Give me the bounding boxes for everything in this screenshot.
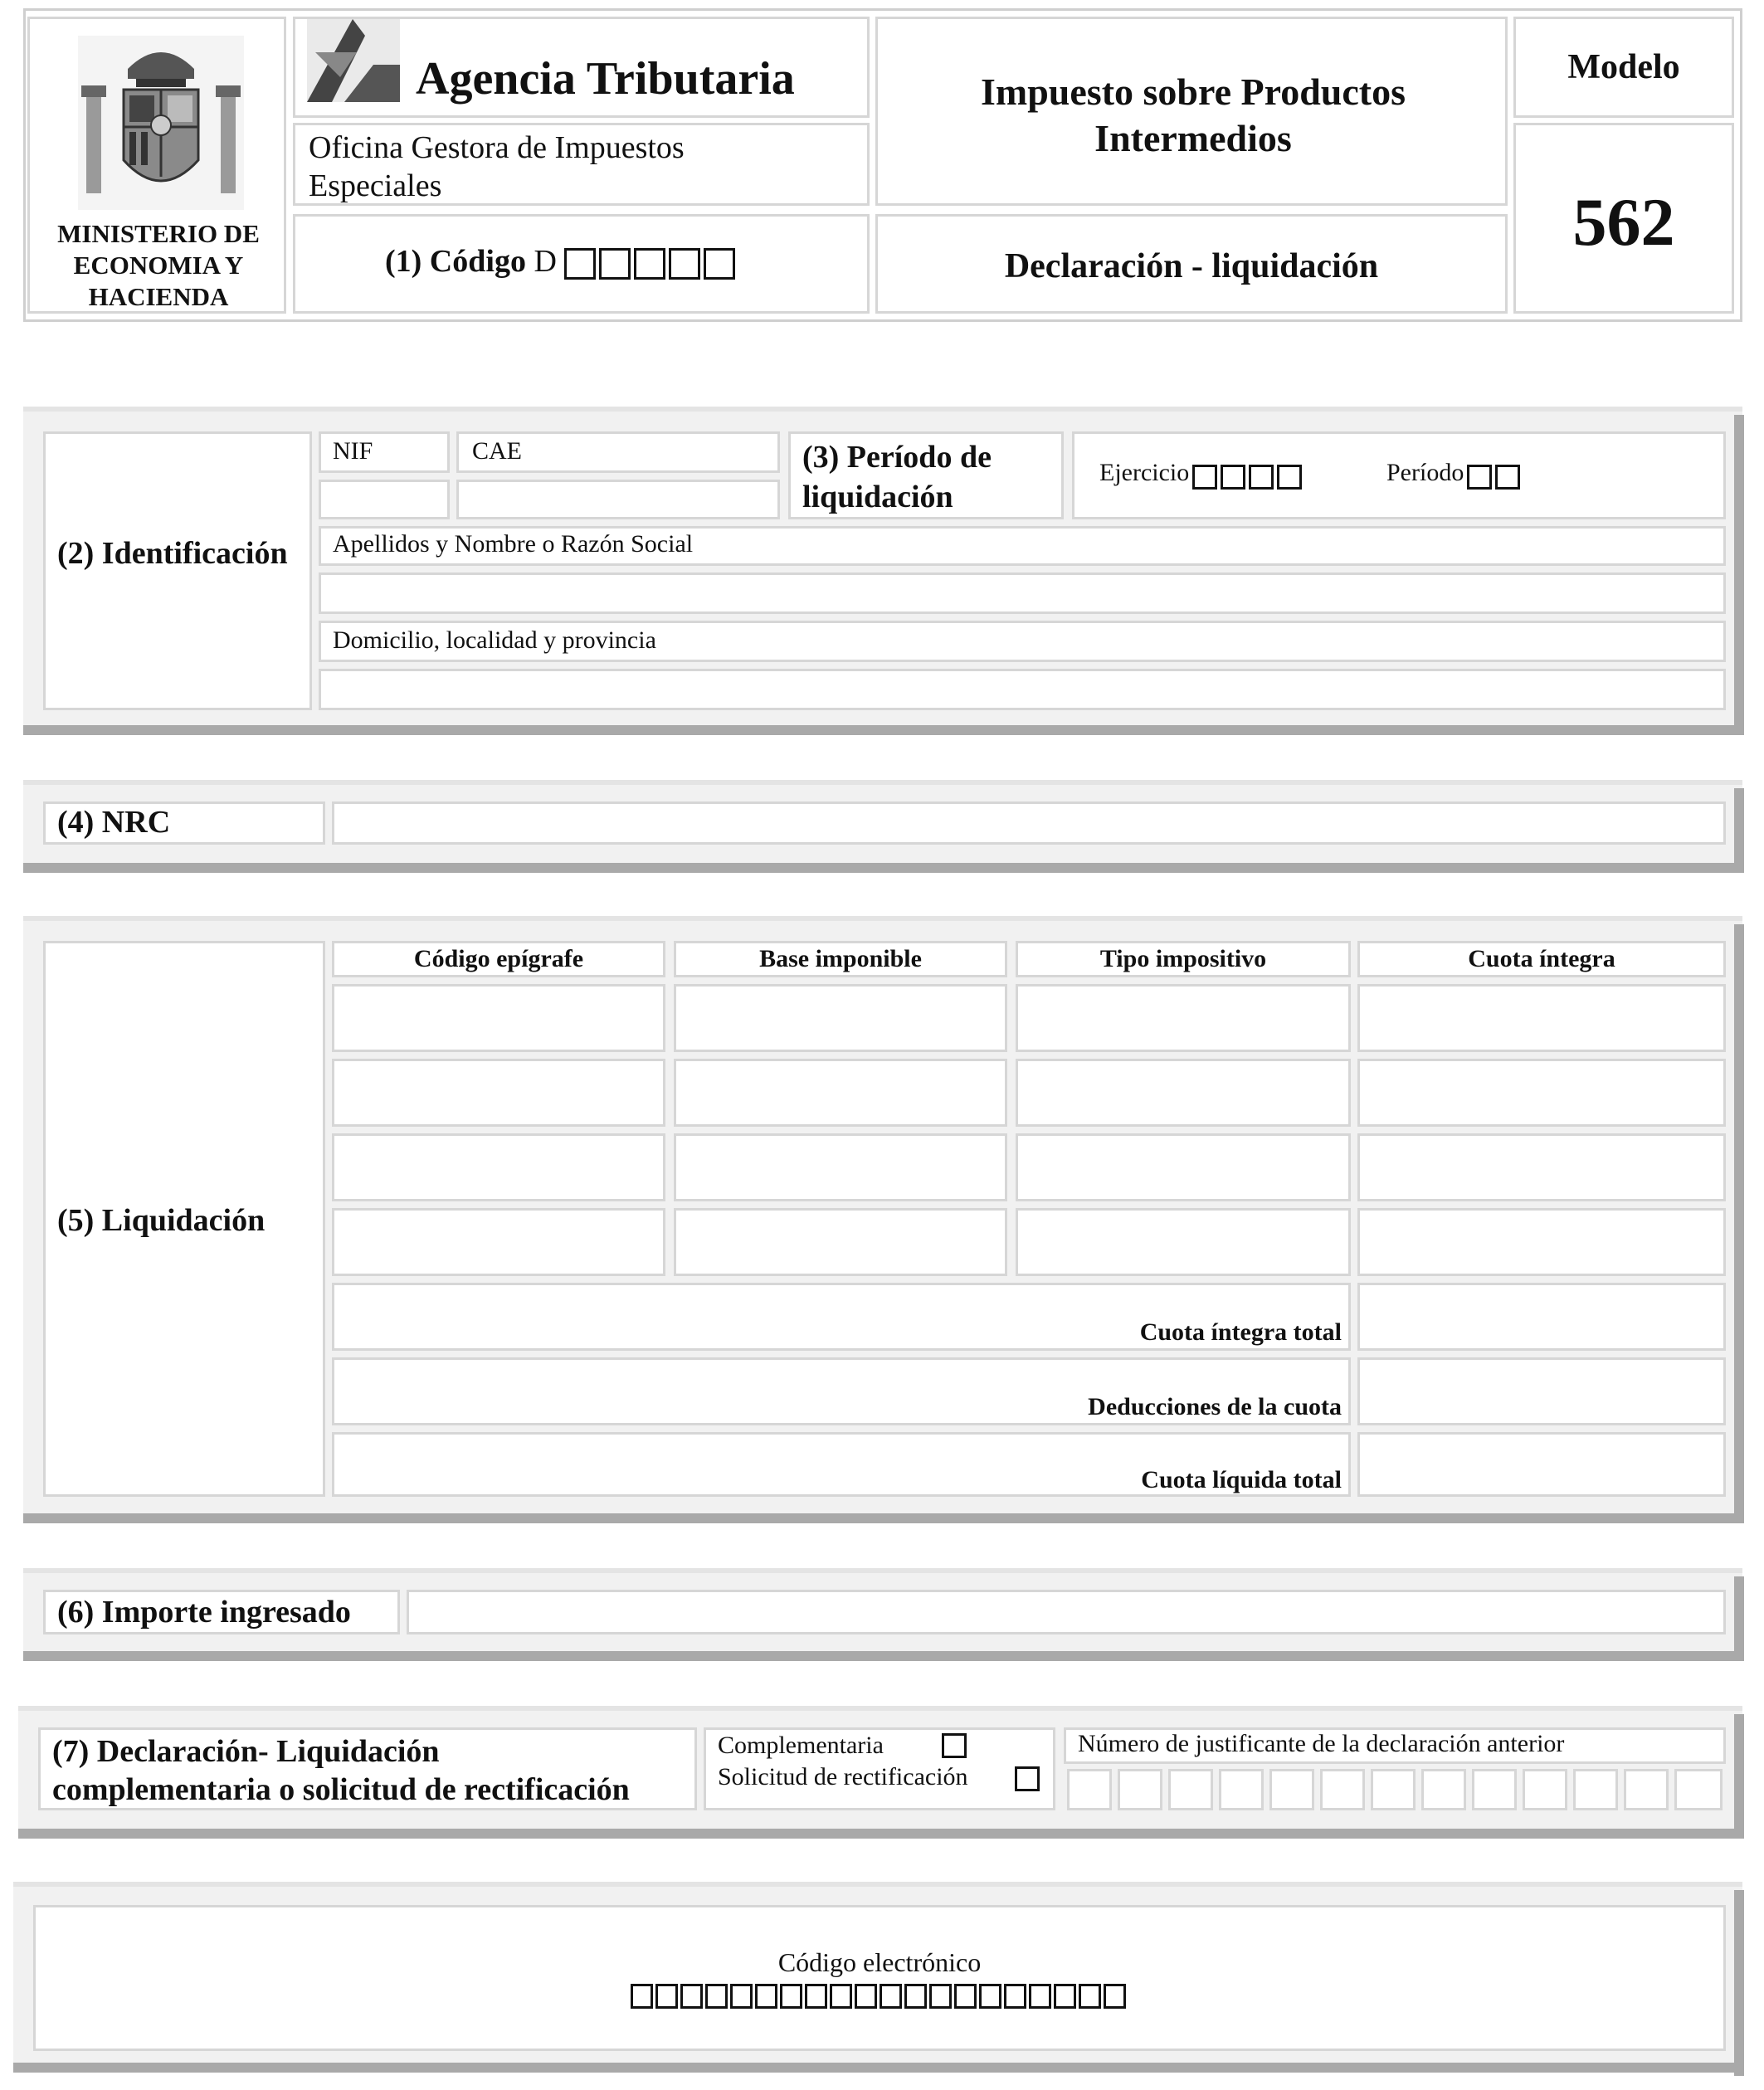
nrc-title: (4) NRC	[57, 805, 171, 840]
complementaria-title-cell	[38, 1727, 697, 1810]
agency-name: Agencia Tributaria	[416, 53, 795, 105]
col-header-base: Base imponible	[759, 945, 922, 972]
table-cell-input[interactable]	[674, 1208, 1007, 1276]
table-cell-input[interactable]	[674, 984, 1007, 1052]
office-cell	[293, 123, 870, 206]
liquidacion-title-cell	[43, 941, 325, 1497]
tax-title-cell	[875, 17, 1508, 206]
table-cell-input[interactable]	[1357, 984, 1726, 1052]
liquidacion-title: (5) Liquidación	[57, 1203, 266, 1238]
electronic-box[interactable]	[1029, 1984, 1051, 2009]
col-header-cell	[1016, 941, 1351, 977]
name-field[interactable]	[319, 572, 1726, 614]
justificante-digit-box[interactable]	[1320, 1769, 1365, 1810]
complementaria-title-line1: (7) Declaración- Liquidación	[52, 1734, 440, 1769]
electronic-box[interactable]	[1104, 1984, 1126, 2009]
ejercicio-box[interactable]	[1277, 465, 1302, 490]
electronic-box[interactable]	[954, 1984, 977, 2009]
electronic-box[interactable]	[680, 1984, 703, 2009]
electronic-box[interactable]	[855, 1984, 877, 2009]
panel-shadow	[1734, 1576, 1744, 1659]
doc-type: Declaración - liquidación	[1004, 247, 1379, 285]
table-cell-input[interactable]	[1357, 1133, 1726, 1201]
panel-shadow	[1734, 788, 1744, 871]
electronic-box[interactable]	[979, 1984, 1001, 2009]
panel-shadow	[1734, 1890, 1744, 2076]
code-box[interactable]	[634, 248, 665, 280]
code-row	[385, 243, 738, 280]
model-label: Modelo	[1567, 48, 1680, 86]
options-cell	[704, 1727, 1055, 1810]
electronic-box[interactable]	[655, 1984, 678, 2009]
period-title: (3) Período de liquidación	[802, 440, 992, 514]
name-label-cell	[319, 526, 1726, 566]
electronic-box[interactable]	[631, 1984, 653, 2009]
justificante-digit-box[interactable]	[1067, 1769, 1112, 1810]
justificante-digit-box[interactable]	[1624, 1769, 1669, 1810]
col-header-cell	[332, 941, 665, 977]
option-rectificacion-checkbox[interactable]	[1015, 1766, 1040, 1791]
importe-title: (6) Importe ingresado	[57, 1595, 351, 1630]
deductions-label-cell	[332, 1357, 1351, 1425]
address-label-cell	[319, 621, 1726, 662]
total-gross-label-cell	[332, 1283, 1351, 1351]
complementaria-title-line2: complementaria o solicitud de rectificación	[52, 1772, 630, 1807]
table-cell-input[interactable]	[332, 1133, 665, 1201]
justificante-digit-box[interactable]	[1371, 1769, 1416, 1810]
table-cell-input[interactable]	[1357, 1059, 1726, 1127]
nif-field[interactable]	[319, 480, 450, 519]
electronic-box[interactable]	[1004, 1984, 1026, 2009]
identification-title-cell	[43, 431, 312, 710]
panel-shadow	[1734, 1714, 1744, 1837]
name-label: Apellidos y Nombre o Razón Social	[333, 530, 694, 558]
col-header-cuota: Cuota íntegra	[1468, 945, 1615, 972]
total-gross-field[interactable]	[1357, 1283, 1726, 1351]
table-cell-input[interactable]	[1357, 1208, 1726, 1276]
option-complementaria-checkbox[interactable]	[942, 1733, 967, 1758]
ministry-name: MINISTERIO DE ECONOMIA Y HACIENDA	[57, 219, 260, 311]
model-number-cell	[1513, 123, 1734, 314]
nrc-field[interactable]	[332, 801, 1726, 845]
panel-shadow	[18, 1829, 1744, 1839]
justificante-digit-box[interactable]	[1421, 1769, 1466, 1810]
table-cell-input[interactable]	[332, 984, 665, 1052]
ejercicio-row	[1099, 459, 1305, 490]
importe-field[interactable]	[407, 1590, 1726, 1634]
electronic-boxes[interactable]	[36, 1984, 1723, 2009]
code-box[interactable]	[599, 248, 631, 280]
period-fields-cell	[1072, 431, 1726, 519]
panel-shadow	[1734, 415, 1744, 735]
code-box[interactable]	[669, 248, 700, 280]
col-header-codigo: Código epígrafe	[413, 945, 584, 972]
model-number: 562	[1572, 184, 1675, 260]
electronic-box[interactable]	[730, 1984, 753, 2009]
col-header-cell	[674, 941, 1007, 977]
nif-label: NIF	[333, 437, 373, 465]
importe-title-cell	[43, 1590, 400, 1634]
option-complementaria-label: Complementaria	[718, 1732, 884, 1759]
electronic-box[interactable]	[830, 1984, 852, 2009]
justificante-label: Número de justificante de la declaración anterior	[1078, 1730, 1565, 1757]
table-cell-input[interactable]	[674, 1133, 1007, 1201]
model-label-cell	[1513, 17, 1734, 118]
table-cell-input[interactable]	[332, 1059, 665, 1127]
ministry-cell	[27, 17, 286, 314]
periodo-boxes[interactable]	[1467, 470, 1523, 484]
doc-type-cell	[875, 214, 1508, 314]
ejercicio-box[interactable]	[1192, 465, 1217, 490]
cae-field[interactable]	[456, 480, 780, 519]
cae-label-cell	[456, 431, 780, 473]
justificante-digit-box[interactable]	[1168, 1769, 1213, 1810]
code-boxes[interactable]	[564, 244, 738, 279]
panel-shadow	[23, 863, 1744, 873]
panel-shadow	[23, 725, 1744, 735]
total-net-field[interactable]	[1357, 1432, 1726, 1497]
code-box[interactable]	[704, 248, 735, 280]
col-header-cell	[1357, 941, 1726, 977]
tax-title: Impuesto sobre Productos Intermedios	[981, 71, 1406, 159]
option-rectificacion-label: Solicitud de rectificación	[718, 1763, 968, 1790]
agency-logo	[307, 19, 400, 102]
code-box[interactable]	[564, 248, 596, 280]
panel-shadow	[23, 1513, 1744, 1523]
code-cell	[293, 214, 870, 314]
electronic-box[interactable]	[904, 1984, 927, 2009]
periodo-box[interactable]	[1467, 465, 1492, 490]
electronic-box[interactable]	[805, 1984, 827, 2009]
address-field[interactable]	[319, 669, 1726, 710]
justificante-digit-box[interactable]	[1674, 1769, 1723, 1810]
cae-label: CAE	[472, 437, 522, 465]
table-cell-input[interactable]	[332, 1208, 665, 1276]
deductions-label: Deducciones de la cuota	[1088, 1393, 1342, 1420]
panel-shadow	[1734, 924, 1744, 1522]
electronic-box[interactable]	[1079, 1984, 1101, 2009]
justificante-digits[interactable]	[1064, 1769, 1726, 1810]
code-label: (1) Código	[385, 244, 526, 279]
nif-label-cell	[319, 431, 450, 473]
ejercicio-box[interactable]	[1221, 465, 1245, 490]
total-net-label: Cuota líquida total	[1141, 1466, 1342, 1493]
justificante-digit-box[interactable]	[1118, 1769, 1162, 1810]
electronic-label: Código electrónico	[777, 1947, 982, 1977]
justificante-digit-box[interactable]	[1523, 1769, 1567, 1810]
ejercicio-label: Ejercicio	[1099, 459, 1190, 486]
periodo-box[interactable]	[1495, 465, 1520, 490]
table-cell-input[interactable]	[1016, 1208, 1351, 1276]
electronic-box[interactable]	[780, 1984, 802, 2009]
code-prefix: D	[534, 244, 557, 279]
electronic-box[interactable]	[705, 1984, 728, 2009]
justificante-label-cell	[1064, 1727, 1726, 1764]
identification-title: (2) Identificación	[57, 536, 288, 571]
electronic-cell	[33, 1905, 1726, 2051]
electronic-box[interactable]	[880, 1984, 902, 2009]
panel-shadow	[23, 1651, 1744, 1661]
justificante-digit-box[interactable]	[1472, 1769, 1517, 1810]
address-label: Domicilio, localidad y provincia	[333, 626, 656, 654]
coat-of-arms-logo	[78, 36, 244, 210]
agency-cell	[293, 17, 870, 118]
period-title-cell	[788, 431, 1064, 519]
justificante-digit-box[interactable]	[1219, 1769, 1264, 1810]
panel-shadow	[13, 2063, 1744, 2073]
table-cell-input[interactable]	[1016, 1133, 1351, 1201]
electronic-box[interactable]	[929, 1984, 952, 2009]
electronic-box[interactable]	[755, 1984, 777, 2009]
table-cell-input[interactable]	[1016, 984, 1351, 1052]
office-name: Oficina Gestora de Impuestos Especiales	[309, 130, 685, 203]
nrc-title-cell	[43, 801, 325, 845]
deductions-field[interactable]	[1357, 1357, 1726, 1425]
periodo-label: Período	[1386, 459, 1464, 486]
justificante-digit-box[interactable]	[1269, 1769, 1314, 1810]
justificante-digit-box[interactable]	[1573, 1769, 1618, 1810]
table-cell-input[interactable]	[674, 1059, 1007, 1127]
electronic-box[interactable]	[1054, 1984, 1076, 2009]
ejercicio-box[interactable]	[1249, 465, 1274, 490]
ejercicio-boxes[interactable]	[1192, 470, 1305, 484]
table-cell-input[interactable]	[1016, 1059, 1351, 1127]
total-net-label-cell	[332, 1432, 1351, 1497]
col-header-tipo: Tipo impositivo	[1099, 945, 1267, 972]
total-gross-label: Cuota íntegra total	[1139, 1318, 1342, 1346]
periodo-row	[1386, 459, 1523, 490]
